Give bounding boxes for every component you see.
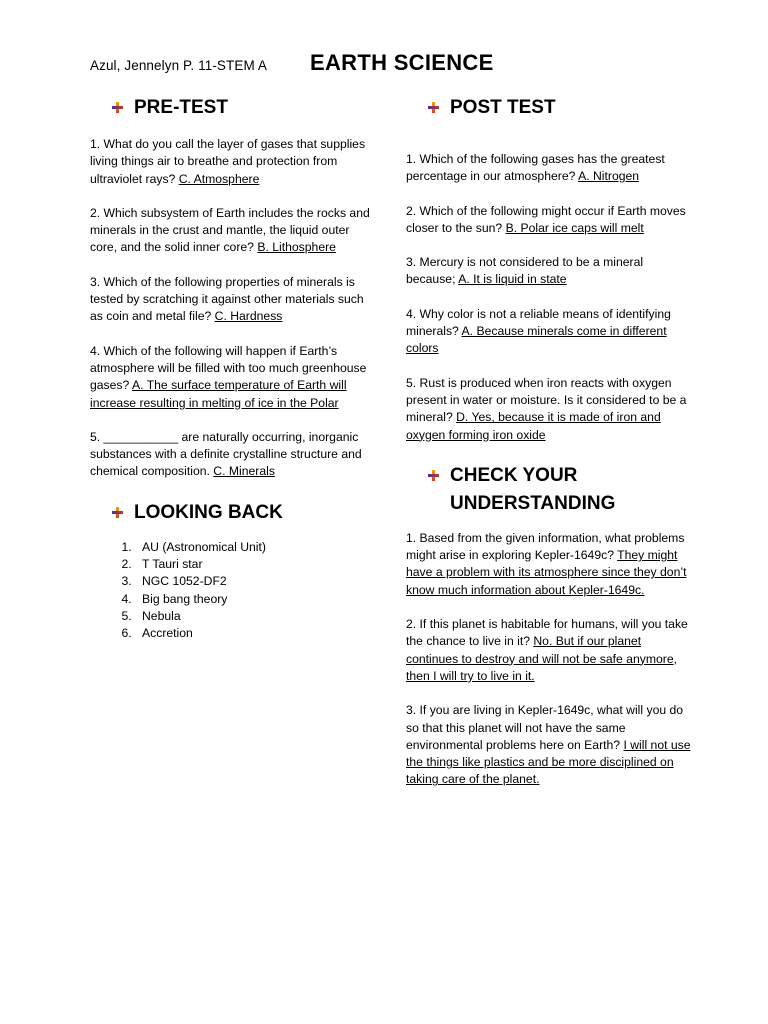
posttest-question-4 (406, 306, 691, 358)
bullet-arrow-icon (112, 507, 124, 519)
student-name: Azul, Jennelyn P. 11-STEM A (90, 58, 268, 73)
bullet-arrow-icon (428, 470, 440, 482)
understanding-heading (428, 462, 648, 518)
pretest-heading-text: PRE-TEST (134, 97, 228, 118)
understanding-heading-text: CHECK YOUR UNDERSTANDING (450, 464, 616, 514)
answer-text: D. Yes, because it is made of iron and oxygen forming iron oxide (406, 410, 661, 442)
posttest-question-5 (406, 375, 691, 444)
posttest-heading (428, 94, 691, 122)
posttest-question-1 (406, 151, 691, 186)
posttest-question-2 (406, 203, 691, 238)
looking-back-heading-text: LOOKING BACK (134, 501, 283, 523)
question-text: 4. Why color is not a reliable means of identifying minerals? (406, 306, 671, 339)
left-column (90, 94, 375, 643)
question-text: 3. Which of the following properties of minerals is tested by scratching it against other materials such as coin and metal file? (90, 274, 364, 324)
list-item: 6. Accretion (135, 625, 375, 642)
understanding-question-1 (406, 530, 691, 599)
question-text: 2. Which of the following might occur if Earth moves closer to the sun? (406, 203, 686, 235)
question-text: 3. Mercury is not considered to be a mineral because; (406, 255, 644, 287)
question-text: 3. If you are living in Kepler-1649c, what will you do so that this planet will not have the same environmental problems here on Earth? (406, 703, 684, 752)
answer-text: They might have a problem with its atmosphere since they don’t know much information about Kepler-1649c. (406, 548, 687, 597)
answer-text: A. Because minerals come in different colors (406, 324, 667, 356)
right-column (406, 94, 691, 789)
question-text: 5. ___________ are naturally occurring, inorganic substances with a definite crystalline structure and chemical composition. (90, 429, 362, 479)
posttest-question-3 (406, 254, 691, 289)
answer-text: A. Nitrogen (578, 169, 640, 184)
question-text: 1. Based from the given information, what problems might arise in exploring Kepler-1649c? (406, 530, 685, 563)
question-text: 2. If this planet is habitable for humans, will you take the chance to live in it? (406, 617, 688, 649)
document-title: EARTH SCIENCE (310, 50, 494, 75)
list-item: 5. Nebula (135, 608, 375, 625)
answer-text: A. It is liquid in state (458, 272, 567, 287)
answer-text: B. Polar ice caps will melt (505, 220, 644, 235)
looking-back-heading (112, 499, 375, 527)
answer-text: C. Atmosphere (178, 171, 260, 186)
pretest-question-5 (90, 429, 375, 481)
pretest-heading (112, 94, 375, 122)
answer-text: C. Minerals (213, 464, 275, 479)
bullet-arrow-icon (112, 102, 124, 114)
question-text: 2. Which subsystem of Earth includes the rocks and minerals in the crust and mantle, the liquid outer core, and the solid inner core? (90, 205, 370, 255)
question-text: 4. Which of the following will happen if Earth’s atmosphere will be filled with too much greenhouse gases? (90, 343, 367, 393)
question-text: 1. What do you call the layer of gases that supplies living things air to breathe and protection from ultraviolet rays? (90, 137, 366, 186)
understanding-question-2 (406, 616, 691, 685)
answer-text: B. Lithosphere (257, 240, 336, 255)
answer-text: I will not use the things like plastics and be more disciplined on taking care of the planet. (406, 737, 691, 787)
pretest-question-1 (90, 136, 375, 188)
question-text: 1. Which of the following gases has the greatest percentage in our atmosphere? (406, 152, 665, 184)
bullet-arrow-icon (428, 102, 440, 114)
answer-text: No. But if our planet continues to destroy and will not be safe anymore, then I will try to live in it. (406, 634, 677, 683)
posttest-heading-text: POST TEST (450, 97, 556, 118)
pretest-question-3 (90, 274, 375, 326)
answer-text: C. Hardness (214, 309, 283, 324)
looking-back-list (90, 539, 375, 643)
pretest-question-4 (90, 343, 375, 412)
pretest-question-2 (90, 205, 375, 257)
list-item: 4. Big bang theory (135, 591, 375, 608)
list-item: 2. T Tauri star (135, 556, 375, 573)
answer-text: A. The surface temperature of Earth will increase resulting in melting of ice in the Polar (90, 378, 347, 410)
list-item: 3. NGC 1052-DF2 (135, 573, 375, 590)
understanding-question-3 (406, 702, 691, 788)
question-text: 5. Rust is produced when iron reacts with oxygen present in water or moisture. Is it considered to be a mineral? (406, 375, 687, 425)
list-item: 1. AU (Astronomical Unit) (135, 539, 375, 556)
